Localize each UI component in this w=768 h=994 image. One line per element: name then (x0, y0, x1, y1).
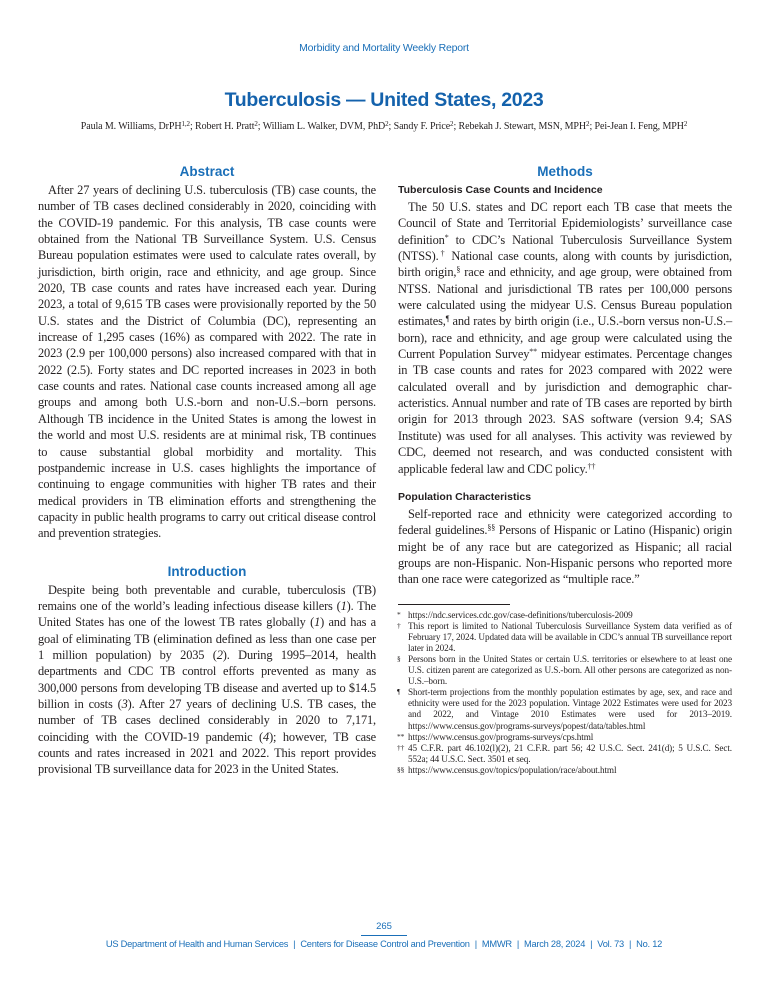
author: William L. Walker, DVM, PhD$^2$; (262, 120, 394, 132)
subsection-heading-case-counts: Tuberculosis Case Counts and Incidence (398, 184, 603, 196)
subsection-heading-population: Population Characteristics (398, 490, 532, 503)
author: Paula M. Williams, DrPH$^{1,2}$; (80, 120, 196, 132)
footnote-ref: ¶ (445, 314, 450, 324)
footnote-ref: †† (587, 461, 596, 471)
introduction-heading: Introduction (167, 563, 247, 579)
footer-volume: Vol. 73 (597, 939, 624, 949)
abstract-text: After 27 years of declining U.S. tuberculosis (TB) case counts, the number of TB cases declined considerably in 2020, coinciding with the COVID-19 pandemic. For this analysis, TB case counts were obtained from the National TB Surveillance System. U.S. Census Bureau population estimates were used to calculate rates overall, by jurisdiction, birth origin, race and ethnicity, and age group. Since 2020, TB case counts and rates have increased each year. During 2023, a total of 9,615 TB cases were provisionally reported by the 50 U.S. states and the District of Columbia (DC), representing an increase of 1,295 cases (16%) as compared with 2022. The rate in 2023 (2.9 per 100,000 persons) also increased compared with that in 2022 (2.5). Forty states and DC reported increases in 2023 in both case counts and rates. National case counts increased among all age groups and among both U.S.-born and non-U.S.–born persons. Although TB incidence in the United States is among the lowest in the world and most U.S. residents are at minimal risk, TB continues to cause substantial global morbidity and mortality. This postpandemic increase in U.S. cases highlights the importance of continuing to engage communities with higher TB rates and their medical providers in TB elimination efforts and strengthening the capacity in public health programs to carry out critical disease control and prevention strategies. (38, 183, 376, 541)
footnote-link[interactable]: https://www.census.gov/topics/population/race/about.html (408, 764, 617, 775)
footnote-ref: * (444, 232, 449, 242)
footnote-link[interactable]: https://www.census.gov/programs-surveys/cps.html (408, 731, 594, 742)
footnote-item: § Persons born in the United States or certain U.S. territories or elsewhere to at least one U.S. citizen parent are categorized as U.S.-born. All other persons are categorized as non-U.S.–born. (397, 653, 732, 687)
footer-agency: Centers for Disease Control and Prevention (300, 939, 470, 949)
footnote-item: §§ https://www.census.gov/topics/population/race/about.html (397, 764, 617, 775)
author-list (0, 121, 768, 132)
footer-issue: No. 12 (636, 939, 663, 949)
citation-ref: 4 (263, 729, 270, 744)
population-text: Self-reported race and ethnicity were categorized according to federal guidelines.§§ Persons of Hispanic or Latino (Hispanic) origin might be of any race but are categorized as Hispanic; all racial groups are non-Hispanic. Non-Hispanic persons who reported more than one race were categorized as “multiple race.” (398, 506, 732, 587)
abstract-section (38, 163, 376, 542)
author: Robert H. Pratt$^2$; (195, 120, 263, 132)
abstract-heading: Abstract (179, 164, 235, 179)
methods-section (398, 163, 732, 588)
citation-ref: 1 (314, 615, 321, 630)
footnote-ref: §§ (487, 523, 496, 533)
citation-ref: 2 (216, 647, 223, 662)
footnote-item: * https://ndc.services.cdc.gov/case-definitions/tuberculosis-2009 (397, 609, 633, 620)
introduction-text: Despite being both preventable and curable, tuberculosis (TB) remains one of the world’s leading infectious disease killers (1). The United States has one of the lowest TB rates globally (1) and has a goal of eliminating TB (elimination defined as less than one case per 1 million population) by 2035 (2). During 1995–2014, health departments and CDC TB control efforts prevented as many as 300,000 persons from developing TB disease and averted up to $14.5 billion in costs (3). After 27 years of declining U.S. TB cases, the number of TB cases declined considerably in 2020 to 7,171, coinciding with the COVID-19 pandemic (4); however, TB case counts and rates increased in 2021 and 2022. This report provides provisional TB surveillance data for 2023 in the United States. (38, 582, 377, 777)
footnote-ref: ** (529, 347, 537, 357)
page-number-rule (361, 935, 407, 936)
author: Sandy F. Price$^2$; (393, 120, 459, 132)
citation-ref: 1 (340, 598, 347, 613)
footnote-ref: § (456, 265, 461, 275)
article-title: Tuberculosis — United States, 2023 (224, 89, 544, 111)
case-counts-text: The 50 U.S. states and DC report each TB case that meets the Council of State and Territorial Epidemiologists’ surveillance case definition* to CDC’s National Tuberculosis Surveillance System (NTSS).† National case counts, along with counts by jurisdiction, birth origin,§ race and ethnicity, and age group, were obtained from NTSS. National and jurisdictional TB rates per 100,000 persons were calculated using the midyear U.S. Census Bureau population estimates,¶ and rates by birth origin (i.e., U.S.-born versus non-U.S.–born), race and ethnicity, and age group were calculated using the Current Population Survey** midyear estimates. Percentage changes in TB case counts and rates for 2023 compared with 2022 were calculated overall and by jurisdiction and demographic characteristics. Annual number and rate of TB cases are reported by birth origin for 2013 through 2023. SAS software (version 9.4; SAS Institute) was used for all analyses. This activity was reviewed by CDC, deemed not research, and was conducted consistent with applicable federal law and CDC policy.†† (398, 200, 733, 476)
citation-ref: 3 (121, 696, 128, 711)
footnote-item: ¶ Short-term projections from the monthly population estimates by age, sex, and race and ethnicity were used for the 2023 population. Vintage 2022 Estimates were used for 2023 and 2022, and Vintage 2010 Estimates were used for 2013–2019. https://www.census.gov/programs-surveys/popest/data/tables.html (397, 687, 732, 731)
footer-journal: MMWR (481, 939, 512, 949)
introduction-section (38, 563, 376, 778)
footer-date: March 28, 2024 (524, 939, 586, 949)
author: Rebekah J. Stewart, MSN, MPH$^2$; (458, 120, 595, 132)
methods-heading: Methods (537, 164, 593, 179)
footnotes (398, 610, 732, 776)
footnote-item: ** https://www.census.gov/programs-surveys/cps.html (397, 731, 594, 742)
footnote-ref: † (438, 249, 447, 259)
journal-header: Morbidity and Mortality Weekly Report (299, 42, 469, 54)
page-footer: US Department of Health and Human Services | Centers for Disease Control and Prevention | MMWR | March 28, 2024 | Vol. 73 | No. 12 (105, 939, 663, 949)
page-number: 265 (376, 921, 392, 932)
footnote-divider (398, 604, 510, 605)
footnote-item: † This report is limited to National Tuberculosis Surveillance System data verified as of February 17, 2024. Updated data will be available in CDC’s annual TB surveillance report later in 2024. (397, 620, 732, 653)
footnote-link[interactable]: https://ndc.services.cdc.gov/case-definitions/tuberculosis-2009 (408, 609, 633, 620)
right-column (398, 163, 732, 776)
footer-publisher: US Department of Health and Human Services (105, 939, 289, 949)
footnote-item: †† 45 C.F.R. part 46.102(l)(2), 21 C.F.R. part 56; 42 U.S.C. Sect. 241(d); 5 U.S.C. Sect. 552a; 44 U.S.C. Sect. 3501 et seq. (397, 742, 732, 764)
author: Pei-Jean I. Feng, MPH$^2$ (594, 120, 688, 132)
left-column (38, 163, 376, 778)
